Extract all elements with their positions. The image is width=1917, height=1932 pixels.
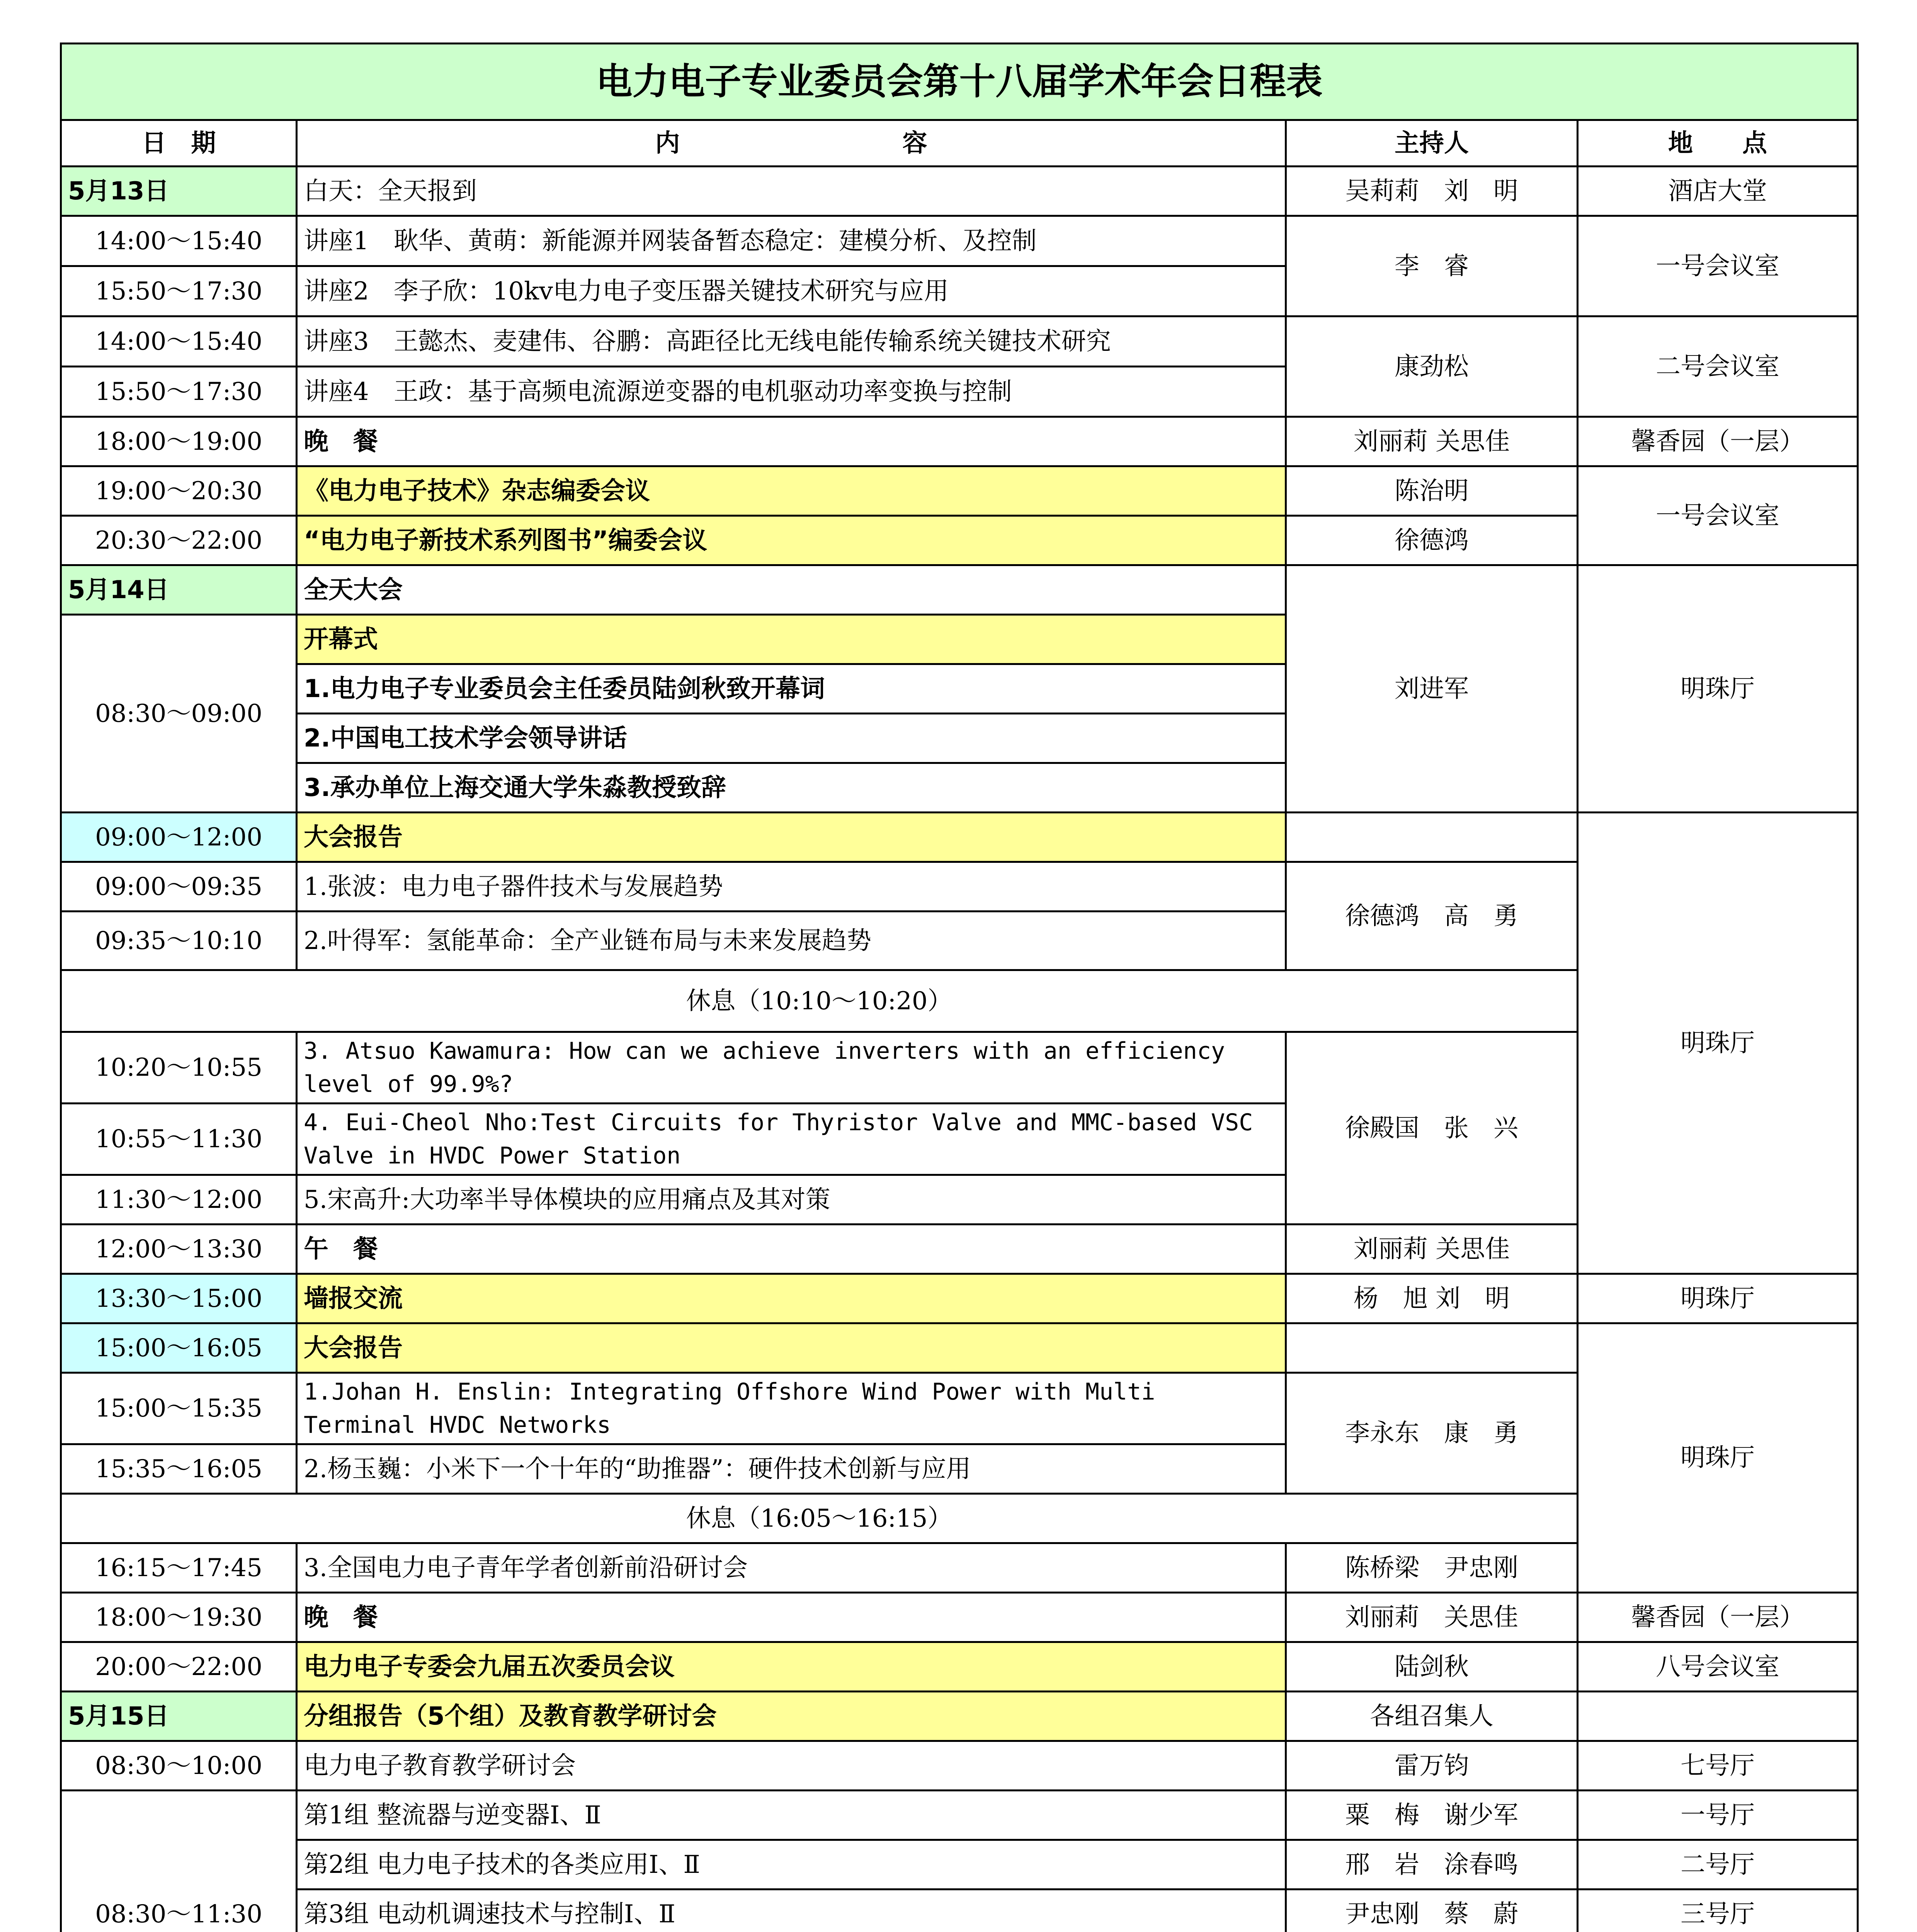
dinner-content: 晚 餐 (297, 1593, 1286, 1642)
host-cell: 各组召集人 (1286, 1692, 1578, 1741)
page-title: 电力电子专业委员会第十八届学术年会日程表 (61, 44, 1858, 120)
group-title: 分组报告（5个组）及教育教学研讨会 (297, 1692, 1286, 1741)
host-cell: 邢 岩 涂春鸣 (1286, 1840, 1578, 1889)
time-cell: 16:15～17:45 (61, 1543, 297, 1593)
day-label-15: 5月15日 (61, 1692, 297, 1741)
host-cell: 刘丽莉 关思佳 (1286, 1225, 1578, 1274)
venue-cell: 馨香园（一层） (1578, 417, 1858, 466)
venue-cell: 二号会议室 (1578, 316, 1858, 417)
poster-content: 墙报交流 (297, 1274, 1286, 1323)
header-row (61, 120, 1858, 167)
lecture-2: 讲座2 李子欣：10kv电力电子变压器关键技术研究与应用 (297, 266, 1286, 316)
table-row (61, 216, 1858, 266)
header-host: 主持人 (1286, 120, 1578, 167)
report-item: 2.叶得军：氢能革命：全产业链布局与未来发展趋势 (297, 912, 1286, 970)
header-content: 内 容 (297, 120, 1286, 167)
time-cell: 09:00～12:00 (61, 813, 297, 862)
time-cell: 15:50～17:30 (61, 266, 297, 316)
table-row (61, 1741, 1858, 1791)
meeting-content: “电力电子新技术系列图书”编委会议 (297, 516, 1286, 565)
header-venue: 地 点 (1578, 120, 1858, 167)
time-cell: 13:30～15:00 (61, 1274, 297, 1323)
report-label: 大会报告 (297, 813, 1286, 862)
report-label: 大会报告 (297, 1323, 1286, 1373)
time-cell: 12:00～13:30 (61, 1225, 297, 1274)
host-cell: 李 睿 (1286, 216, 1578, 316)
report-item: 3. Atsuo Kawamura: How can we achieve inverters with an efficiency level of 99.9%? (297, 1032, 1286, 1104)
report-item: 4. Eui-Cheol Nho:Test Circuits for Thyristor Valve and MMC-based VSC Valve in HVDC Power Station (297, 1104, 1286, 1175)
table-row (61, 1840, 1858, 1889)
venue-cell: 明珠厅 (1578, 813, 1858, 1274)
table-row (61, 316, 1858, 367)
opening-item: 2.中国电工技术学会领导讲话 (297, 714, 1286, 763)
allday-content: 全天大会 (297, 565, 1286, 615)
checkin-content: 白天：全天报到 (297, 167, 1286, 216)
time-cell: 08:30～10:00 (61, 1741, 297, 1791)
host-cell: 徐殿国 张 兴 (1286, 1032, 1578, 1225)
time-cell: 10:20～10:55 (61, 1032, 297, 1104)
dinner-content: 晚 餐 (297, 417, 1286, 466)
opening-item: 1.电力电子专业委员会主任委员陆剑秋致开幕词 (297, 664, 1286, 714)
time-cell: 10:55～11:30 (61, 1104, 297, 1175)
time-cell: 20:00～22:00 (61, 1642, 297, 1692)
time-cell: 15:00～16:05 (61, 1323, 297, 1373)
time-cell: 09:00～09:35 (61, 862, 297, 912)
table-row (61, 1791, 1858, 1840)
host-cell: 徐德鸿 高 勇 (1286, 862, 1578, 970)
venue-cell: 明珠厅 (1578, 565, 1858, 813)
group-item: 第1组 整流器与逆变器Ⅰ、Ⅱ (297, 1791, 1286, 1840)
time-cell: 09:35～10:10 (61, 912, 297, 970)
venue-cell-empty (1578, 1692, 1858, 1741)
lecture-1: 讲座1 耿华、黄萌：新能源并网装备暂态稳定：建模分析、及控制 (297, 216, 1286, 266)
table-row (61, 466, 1858, 516)
time-cell: 14:00～15:40 (61, 316, 297, 367)
venue-cell: 一号会议室 (1578, 216, 1858, 316)
time-cell: 15:00～15:35 (61, 1373, 297, 1444)
time-cell: 15:50～17:30 (61, 367, 297, 417)
title-row (61, 44, 1858, 120)
time-cell: 11:30～12:00 (61, 1175, 297, 1225)
opening-label: 开幕式 (297, 615, 1286, 664)
table-row (61, 1323, 1858, 1373)
host-cell: 刘丽莉 关思佳 (1286, 1593, 1578, 1642)
group-item: 第3组 电动机调速技术与控制Ⅰ、Ⅱ (297, 1889, 1286, 1932)
edu-content: 电力电子教育教学研讨会 (297, 1741, 1286, 1791)
venue-cell: 明珠厅 (1578, 1323, 1858, 1593)
host-cell: 尹忠刚 蔡 蔚 (1286, 1889, 1578, 1932)
table-row (61, 813, 1858, 862)
host-cell: 杨 旭 刘 明 (1286, 1274, 1578, 1323)
report-item: 1.Johan H. Enslin: Integrating Offshore Wind Power with Multi Terminal HVDC Networks (297, 1373, 1286, 1444)
host-cell: 康劲松 (1286, 316, 1578, 417)
host-cell: 粟 梅 谢少军 (1286, 1791, 1578, 1840)
time-cell: 15:35～16:05 (61, 1444, 297, 1494)
table-row (61, 1642, 1858, 1692)
host-cell-empty (1286, 1323, 1578, 1373)
day-label-13: 5月13日 (61, 167, 297, 216)
time-cell: 18:00～19:30 (61, 1593, 297, 1642)
host-cell-empty (1286, 813, 1578, 862)
table-row (61, 417, 1858, 466)
host-cell: 雷万钧 (1286, 1741, 1578, 1791)
report-item: 5.宋高升:大功率半导体模块的应用痛点及其对策 (297, 1175, 1286, 1225)
venue-cell: 明珠厅 (1578, 1274, 1858, 1323)
lecture-3: 讲座3 王懿杰、麦建伟、谷鹏：高距径比无线电能传输系统关键技术研究 (297, 316, 1286, 367)
host-cell: 陆剑秋 (1286, 1642, 1578, 1692)
table-row (61, 167, 1858, 216)
meeting-content: 《电力电子技术》杂志编委会议 (297, 466, 1286, 516)
schedule-table (60, 43, 1859, 1932)
venue-cell: 三号厅 (1578, 1889, 1858, 1932)
opening-item: 3.承办单位上海交通大学朱淼教授致辞 (297, 763, 1286, 813)
group-item: 第2组 电力电子技术的各类应用Ⅰ、Ⅱ (297, 1840, 1286, 1889)
checkin-host: 吴莉莉 刘 明 (1286, 167, 1578, 216)
day-label-14: 5月14日 (61, 565, 297, 615)
time-cell: 14:00～15:40 (61, 216, 297, 266)
host-cell: 李永东 康 勇 (1286, 1373, 1578, 1494)
venue-cell: 馨香园（一层） (1578, 1593, 1858, 1642)
host-cell: 陈治明 (1286, 466, 1578, 516)
time-cell: 08:30～09:00 (61, 615, 297, 813)
host-cell: 刘进军 (1286, 565, 1578, 813)
table-row (61, 1274, 1858, 1323)
break-row: 休息（16:05～16:15） (61, 1494, 1578, 1543)
venue-cell: 七号厅 (1578, 1741, 1858, 1791)
header-date: 日 期 (61, 120, 297, 167)
time-cell: 08:30～11:30 (61, 1791, 297, 1932)
schedule-sheet (60, 43, 1857, 1932)
table-row (61, 1889, 1858, 1932)
lunch-content: 午 餐 (297, 1225, 1286, 1274)
report-item: 1.张波：电力电子器件技术与发展趋势 (297, 862, 1286, 912)
lecture-4: 讲座4 王政：基于高频电流源逆变器的电机驱动功率变换与控制 (297, 367, 1286, 417)
report-item: 3.全国电力电子青年学者创新前沿研讨会 (297, 1543, 1286, 1593)
host-cell: 刘丽莉 关思佳 (1286, 417, 1578, 466)
venue-cell: 一号厅 (1578, 1791, 1858, 1840)
venue-cell: 一号会议室 (1578, 466, 1858, 565)
venue-cell: 二号厅 (1578, 1840, 1858, 1889)
table-row (61, 565, 1858, 615)
time-cell: 18:00～19:00 (61, 417, 297, 466)
committee-meeting: 电力电子专委会九届五次委员会议 (297, 1642, 1286, 1692)
venue-cell: 八号会议室 (1578, 1642, 1858, 1692)
host-cell: 陈桥梁 尹忠刚 (1286, 1543, 1578, 1593)
time-cell: 19:00～20:30 (61, 466, 297, 516)
time-cell: 20:30～22:00 (61, 516, 297, 565)
report-item: 2.杨玉巍：小米下一个十年的“助推器”：硬件技术创新与应用 (297, 1444, 1286, 1494)
break-row: 休息（10:10～10:20） (61, 970, 1578, 1032)
table-row (61, 1593, 1858, 1642)
host-cell: 徐德鸿 (1286, 516, 1578, 565)
table-row (61, 1692, 1858, 1741)
checkin-venue: 酒店大堂 (1578, 167, 1858, 216)
